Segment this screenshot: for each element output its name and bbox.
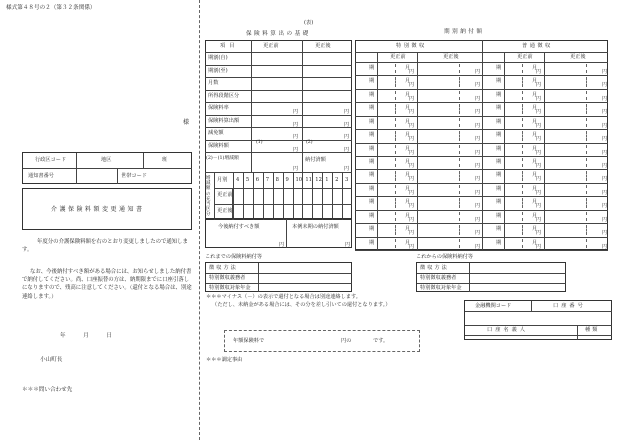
month-label: 9 (285, 177, 289, 183)
installment-period-label: 期 (496, 159, 502, 165)
to-pay-yen: 円 (279, 242, 285, 248)
method-from-row-3: 特別徴収対象年金 (420, 285, 462, 291)
installment-period-label: 期 (369, 105, 375, 112)
installment-period-label: 期 (369, 159, 375, 165)
body-paragraph-2: なお、今後納付すべき額がある場合には、お知らせしました納付書で納付してください。尚、口座振替の方は、納期限までに口座引落しになりますので、残高に注意してください。（還付となる場合は、別途連絡します。） (22, 269, 192, 300)
method-until-row-1: 徴収方法 (209, 265, 238, 271)
basis-row-label: 保険料額 (208, 142, 229, 149)
diff-label: (2)－(1)増減額 (206, 156, 239, 161)
annual-premium-unit: 円の (341, 338, 352, 344)
installment-period-label: 期 (496, 185, 502, 192)
installment-month-label: 月 (405, 78, 411, 85)
district-code-label: 行政区コード (35, 157, 67, 163)
special-col-before-header: 更正前 (390, 54, 406, 60)
installment-yen: 円 (536, 216, 542, 223)
unpaid-yen: 円 (345, 242, 351, 248)
installment-yen: 円 (475, 95, 481, 102)
installment-month-label: 月 (405, 105, 411, 112)
installment-yen: 円 (475, 203, 481, 210)
notice-number-label: 通知書番号 (28, 173, 54, 179)
installment-yen: 円 (475, 163, 481, 169)
installment-yen: 円 (536, 163, 542, 169)
method-from-table (416, 262, 566, 292)
installment-period-label: 期 (496, 91, 502, 98)
installment-yen: 円 (409, 95, 415, 102)
installment-yen: 円 (409, 203, 415, 210)
installment-month-label: 月 (532, 91, 538, 98)
allocation-label: 増減額の充当区分 (206, 176, 211, 218)
basis-col-item: 項目 (220, 43, 239, 49)
installment-period-label: 期 (369, 91, 375, 98)
installment-month-label: 月 (532, 132, 538, 139)
installment-yen: 円 (602, 109, 608, 116)
installment-yen: 円 (536, 243, 542, 250)
basis-col-after: 更正後 (315, 43, 331, 49)
installment-month-label: 月 (405, 212, 411, 219)
installment-yen: 円 (602, 176, 608, 183)
installment-yen: 円 (409, 136, 415, 143)
account-type-label: 種類 (585, 327, 600, 333)
ordinary-collection-label: 普通徴収 (522, 43, 553, 49)
installment-yen: 円 (536, 95, 542, 102)
installment-yen: 円 (602, 122, 608, 129)
installment-month-label: 月 (532, 226, 538, 233)
installment-yen: 円 (602, 95, 608, 102)
installment-yen: 円 (536, 82, 542, 89)
installment-month-label: 月 (532, 172, 538, 179)
addressee-suffix: 様 (183, 119, 190, 126)
installment-month-label: 月 (532, 199, 538, 206)
method-until-title: これまでの保険料納付等 (205, 254, 263, 260)
special-col-after-header: 更正後 (443, 54, 459, 60)
notice-title: 介護保険料額変更通知書 (51, 206, 145, 213)
issue-date: 年 月 日 (60, 333, 118, 339)
basis-row-before-yen: 円 (293, 134, 299, 140)
installment-yen: 円 (536, 176, 542, 183)
to-pay-box (205, 218, 352, 248)
installment-month-label: 月 (405, 159, 411, 165)
installment-period-label: 期 (369, 226, 375, 233)
installment-yen: 円 (409, 163, 415, 169)
ordinary-col-after-header: 更正後 (570, 54, 586, 60)
bank-account-table (464, 300, 612, 340)
installment-month-label: 月 (405, 145, 411, 152)
installment-yen: 円 (409, 109, 415, 116)
installment-yen: 円 (602, 149, 608, 156)
method-until-row-2: 特別徴収義務者 (209, 275, 246, 281)
allocation-after-label: 更正後 (217, 208, 233, 214)
month-label: 11 (305, 177, 312, 183)
installment-yen: 円 (409, 216, 415, 223)
premium-mark-2: (2) (306, 139, 313, 145)
installment-period-label: 期 (496, 78, 502, 85)
installment-yen: 円 (409, 69, 415, 75)
contact-info: ＊＊＊問い合わせ先 (22, 387, 73, 393)
installment-yen: 円 (536, 230, 542, 237)
installment-period-label: 期 (369, 212, 375, 219)
unpaid-label: 本例未期の納付済額 (292, 224, 339, 230)
installment-period-label: 期 (496, 65, 502, 71)
special-collection-label: 特別徴収 (396, 43, 427, 49)
month-header-label: 月別 (217, 177, 228, 183)
basis-col-before: 更正前 (263, 43, 279, 49)
refund-note-2: （ただし、未納金がある場合には、その分を差し引いての還付となります。） (212, 302, 391, 308)
household-code-label: 世帯コード (121, 173, 147, 179)
installment-yen: 円 (409, 243, 415, 250)
installments-heading: 期別納付額 (444, 29, 485, 35)
diff-before-yen: 円 (293, 166, 299, 172)
installment-period-label: 期 (369, 78, 375, 85)
installment-month-label: 月 (405, 91, 411, 98)
adjustment-reason-label: ＊＊＊調定事由 (206, 357, 243, 363)
installment-yen: 円 (602, 203, 608, 210)
installment-month-label: 月 (405, 65, 411, 71)
area-label: 地区 (101, 157, 112, 163)
basis-row-after-yen: 円 (344, 146, 350, 153)
basis-row-label: 月数 (208, 80, 219, 86)
installment-yen: 円 (536, 203, 542, 210)
installment-period-label: 期 (369, 239, 375, 246)
basis-row-before-yen: 円 (293, 146, 299, 153)
group-label: 班 (162, 157, 168, 163)
basis-row-after-yen: 円 (344, 109, 350, 115)
basis-row-label: 保険料算出額 (208, 117, 240, 124)
installment-yen: 円 (475, 82, 481, 89)
month-label: 2 (335, 177, 339, 183)
installment-period-label: 期 (369, 118, 375, 125)
annual-premium-label: 年額保険料で (233, 338, 265, 344)
annual-premium-box (224, 330, 420, 352)
installment-yen: 円 (536, 122, 542, 129)
basis-heading: 保険料算出の基礎 (246, 31, 311, 37)
installment-month-label: 月 (532, 185, 538, 192)
installment-month-label: 月 (532, 212, 538, 219)
installment-yen: 円 (409, 230, 415, 237)
month-label: 7 (265, 177, 270, 183)
installment-month-label: 月 (532, 145, 538, 152)
installment-period-label: 期 (369, 65, 375, 71)
bank-code-label: 金融機関コード (475, 303, 512, 309)
fold-line (199, 0, 200, 440)
premium-mark-1: (1) (256, 139, 263, 145)
basis-row-label: 減免額 (208, 130, 224, 136)
installment-period-label: 期 (496, 172, 502, 179)
installment-month-label: 月 (532, 239, 538, 246)
installment-yen: 円 (536, 189, 542, 196)
annual-premium-suffix: です。 (373, 338, 389, 344)
account-holder-label: 口座名義人 (487, 327, 528, 333)
installment-yen: 円 (475, 189, 481, 196)
basis-row-after-yen: 円 (344, 134, 350, 140)
installment-yen: 円 (602, 189, 608, 196)
installment-yen: 円 (475, 136, 481, 143)
paid-label: 納付済額 (305, 157, 326, 163)
installment-yen: 円 (602, 82, 608, 89)
form-number: 様式第４８号の２（第３２条関係） (6, 5, 96, 11)
month-label: 3 (345, 177, 349, 183)
method-until-table (205, 262, 352, 292)
installment-period-label: 期 (496, 145, 502, 152)
installment-yen: 円 (602, 163, 608, 169)
front-marker: (表) (304, 20, 314, 26)
month-label: 5 (245, 177, 250, 183)
installment-yen: 円 (409, 176, 415, 183)
installment-yen: 円 (475, 149, 481, 156)
to-pay-label: 今後納付すべき額 (218, 224, 260, 230)
basis-row-label: 所得段階区分 (208, 92, 240, 99)
body-paragraph-1: 年度分の介護保険料額を右のとおり変更しましたので通知します。 (22, 239, 188, 254)
installment-month-label: 月 (405, 226, 411, 233)
month-label: 6 (255, 177, 260, 183)
month-label: 4 (235, 177, 240, 183)
notice-title-box (22, 188, 192, 230)
installment-yen: 円 (536, 149, 542, 156)
month-label: 10 (295, 177, 303, 183)
installment-yen: 円 (602, 216, 608, 223)
installment-yen: 円 (409, 149, 415, 156)
basis-row-before-yen: 円 (293, 109, 299, 115)
refund-note-1: ＊＊＊マイナス（－）の表示で還付となる場合は別途連絡します。 (206, 294, 361, 300)
address-code-table (22, 152, 192, 184)
installment-yen: 円 (475, 69, 481, 75)
account-number-label: 口座番号 (553, 303, 586, 309)
month-label: 1 (325, 177, 329, 183)
installment-month-label: 月 (532, 159, 538, 165)
installment-yen: 円 (602, 243, 608, 250)
installment-period-label: 期 (369, 172, 375, 179)
method-until-row-3: 特別徴収対象年金 (209, 285, 251, 291)
installment-yen: 円 (475, 243, 481, 250)
mayor-name: 小山町長 (40, 357, 63, 363)
month-label: 12 (315, 177, 322, 183)
month-label: 8 (275, 177, 279, 183)
method-from-title: これからの保険料納付等 (416, 254, 474, 260)
installment-yen: 円 (602, 230, 608, 237)
installment-period-label: 期 (496, 105, 502, 112)
installment-month-label: 月 (532, 105, 538, 112)
method-from-row-1: 徴収方法 (420, 265, 449, 271)
installment-yen: 円 (536, 136, 542, 143)
basis-row-label: 期割(自) (208, 55, 228, 61)
installment-period-label: 期 (496, 118, 502, 125)
installment-period-label: 期 (369, 145, 375, 152)
installment-period-label: 期 (496, 132, 502, 139)
installment-period-label: 期 (369, 199, 375, 206)
installment-month-label: 月 (405, 172, 411, 179)
basis-row-label: 期割(至) (208, 67, 228, 74)
installment-period-label: 期 (496, 239, 502, 246)
installment-month-label: 月 (405, 132, 411, 139)
installment-yen: 円 (602, 136, 608, 143)
basis-row-before-yen: 円 (293, 121, 299, 128)
installment-month-label: 月 (532, 78, 538, 85)
installment-yen: 円 (409, 122, 415, 129)
installment-month-label: 月 (405, 199, 411, 206)
allocation-before-label: 更正前 (217, 192, 233, 198)
installment-yen: 円 (475, 122, 481, 129)
installment-yen: 円 (475, 216, 481, 223)
installment-yen: 円 (536, 109, 542, 116)
paid-yen: 円 (344, 166, 350, 172)
installment-yen: 円 (536, 69, 542, 75)
installment-period-label: 期 (369, 185, 375, 192)
installment-period-label: 期 (496, 212, 502, 219)
basis-row-label: 保険料率 (208, 105, 229, 111)
installment-yen: 円 (475, 230, 481, 237)
installment-period-label: 期 (496, 226, 502, 233)
installment-yen: 円 (475, 176, 481, 183)
installment-month-label: 月 (532, 118, 538, 125)
installment-yen: 円 (409, 189, 415, 196)
installment-period-label: 期 (496, 199, 502, 206)
installment-yen: 円 (409, 82, 415, 89)
installment-yen: 円 (602, 69, 608, 75)
ordinary-col-before-header: 更正前 (517, 54, 533, 60)
installment-month-label: 月 (405, 118, 411, 125)
method-from-row-2: 特別徴収義務者 (420, 275, 457, 281)
installment-month-label: 月 (532, 65, 538, 71)
installment-yen: 円 (475, 109, 481, 116)
basis-row-after-yen: 円 (344, 121, 350, 128)
installment-period-label: 期 (369, 132, 375, 139)
installment-month-label: 月 (405, 239, 411, 246)
installment-month-label: 月 (405, 185, 411, 192)
